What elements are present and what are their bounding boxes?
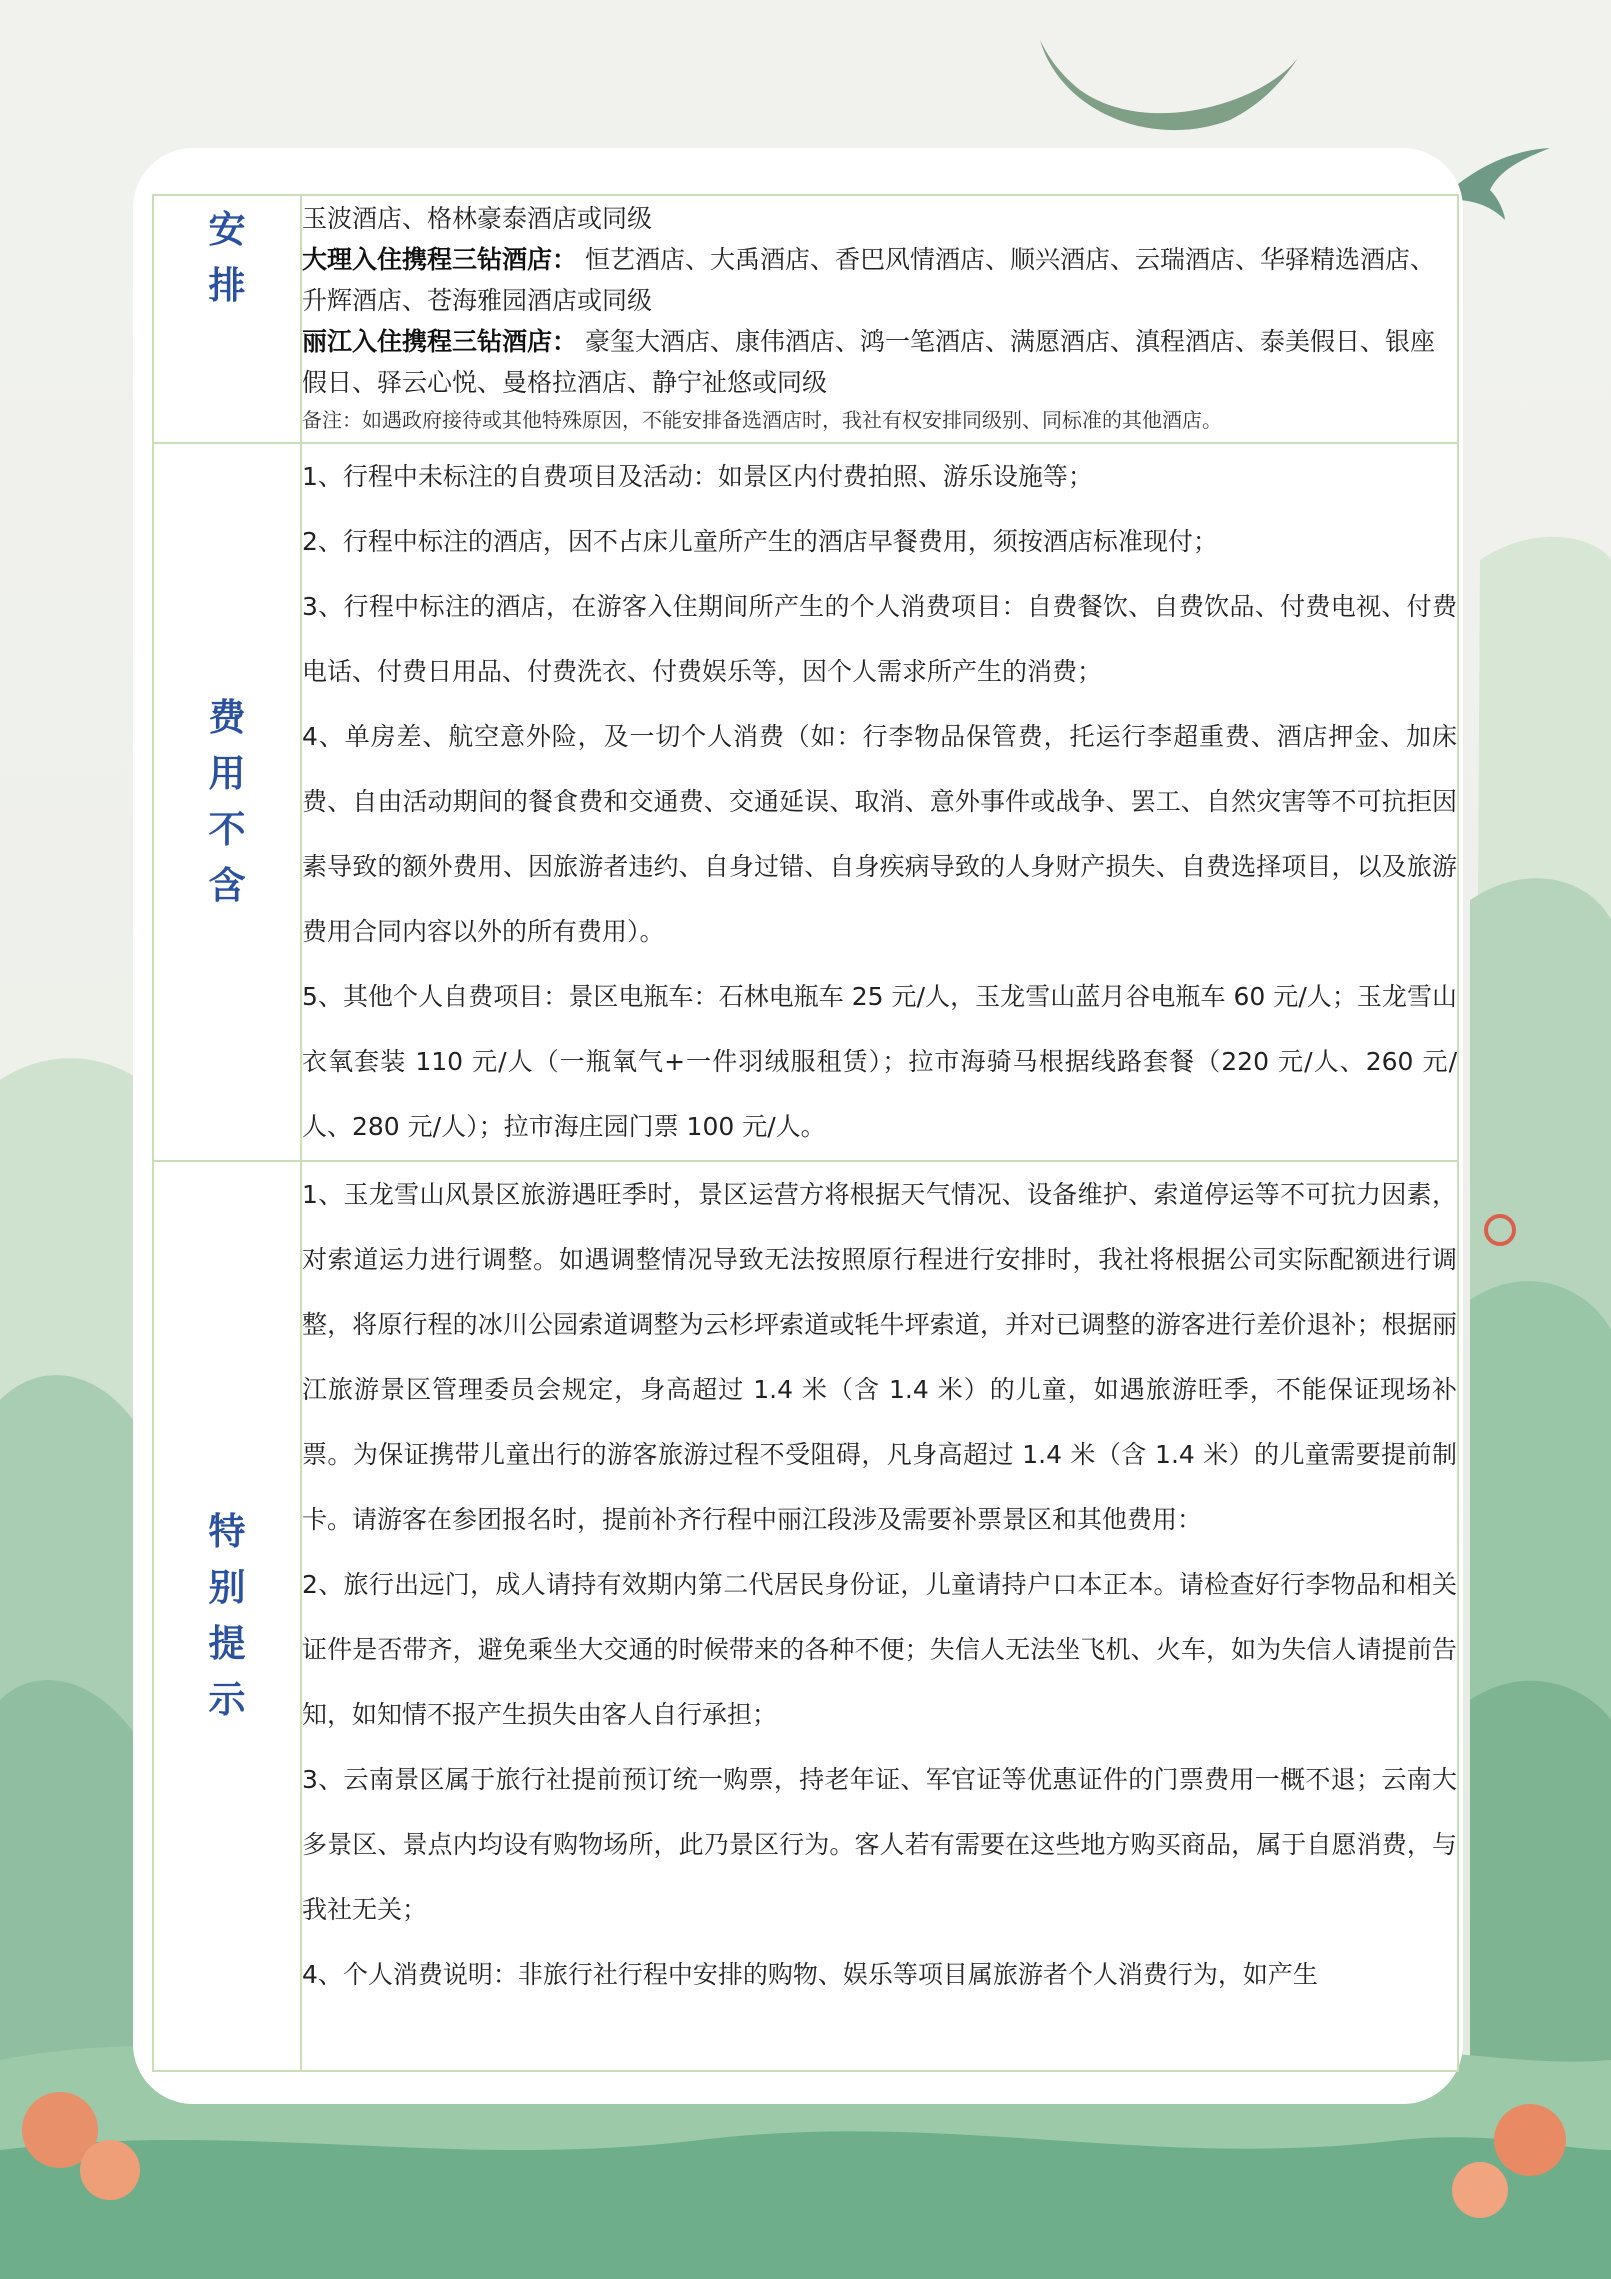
- exclusions-content-cell: [301, 443, 1458, 1161]
- notices-label: 特别提示: [208, 1510, 246, 1721]
- exclusions-row: [153, 443, 1458, 1161]
- notice-item: 1、玉龙雪山风景区旅游遇旺季时，景区运营方将根据天气情况、设备维护、索道停运等不可抗力因素，对索道运力进行调整。如遇调整情况导致无法按照原行程进行安排时，我社将根据公司实际配额进行调整，将原行程的冰川公园索道调整为云杉坪索道或牦牛坪索道，并对已调整的游客进行差价退补；根据丽江旅游景区管理委员会规定，身高超过 1.4 米（含 1.4 米）的儿童，如遇旅游旺季，不能保证现场补票。为保证携带儿童出行的游客旅游过程不受阻碍，凡身高超过 1.4 米（含 1.4 米）的儿童需要提前制卡。请游客在参团报名时，提前补齐行程中丽江段涉及需要补票景区和其他费用：: [302, 1180, 1457, 1534]
- dali-hotels-heading: 大理入住携程三钻酒店：: [302, 245, 578, 274]
- hotel-label: 安排: [208, 208, 246, 307]
- notice-item: 2、旅行出远门，成人请持有效期内第二代居民身份证，儿童请持户口本正本。请检查好行李物品和相关证件是否带齐，避免乘坐大交通的时候带来的各种不便；失信人无法坐飞机、火车，如为失信人请提前告知，如知情不报产生损失由客人自行承担；: [302, 1570, 1457, 1729]
- notices-content-cell: [301, 1161, 1458, 2071]
- itinerary-info-table: [152, 194, 1459, 2072]
- exclusion-item: 2、行程中标注的酒店，因不占床儿童所产生的酒店早餐费用，须按酒店标准现付；: [302, 527, 1218, 556]
- lijiang-hotels-list: 豪玺大酒店、康伟酒店、鸿一笔酒店、满愿酒店、滇程酒店、泰美假日、银座假日、驿云心悦、曼格拉酒店、静宁祉悠或同级: [302, 327, 1435, 397]
- hotel-row: [153, 195, 1458, 443]
- notice-item: 4、个人消费说明：非旅行社行程中安排的购物、娱乐等项目属旅游者个人消费行为，如产生: [302, 1960, 1318, 1989]
- notices-label-cell: [153, 1161, 301, 2071]
- lijiang-hotels-heading: 丽江入住携程三钻酒店：: [302, 327, 578, 356]
- exclusion-item: 5、其他个人自费项目：景区电瓶车：石林电瓶车 25 元/人，玉龙雪山蓝月谷电瓶车 60 元/人；玉龙雪山衣氧套装 110 元/人（一瓶氧气+一件羽绒服租赁）；拉市海骑马根据线路套餐（220 元/人、260 元/人、280 元/人）；拉市海庄园门票 100 元/人。: [302, 982, 1457, 1141]
- notice-item: 3、云南景区属于旅行社提前预订统一购票，持老年证、军官证等优惠证件的门票费用一概不退；云南大多景区、景点内均设有购物场所，此乃景区行为。客人若有需要在这些地方购买商品，属于自愿消费，与我社无关；: [302, 1765, 1457, 1924]
- exclusion-item: 4、单房差、航空意外险，及一切个人消费（如：行李物品保管费，托运行李超重费、酒店押金、加床费、自由活动期间的餐食费和交通费、交通延误、取消、意外事件或战争、罢工、自然灾害等不可抗拒因素导致的额外费用、因旅游者违约、自身过错、自身疾病导致的人身财产损失、自费选择项目，以及旅游费用合同内容以外的所有费用）。: [302, 722, 1457, 946]
- exclusions-label-cell: [153, 443, 301, 1161]
- exclusion-item: 3、行程中标注的酒店，在游客入住期间所产生的个人消费项目：自费餐饮、自费饮品、付费电视、付费电话、付费日用品、付费洗衣、付费娱乐等，因个人需求所产生的消费；: [302, 592, 1457, 686]
- hotel-line-1: 玉波酒店、格林豪泰酒店或同级: [302, 204, 653, 233]
- exclusion-item: 1、行程中未标注的自费项目及活动：如景区内付费拍照、游乐设施等；: [302, 462, 1093, 491]
- hotel-label-cell: [153, 195, 301, 443]
- exclusions-label: 费用不含: [208, 696, 246, 907]
- lijiang-hotels: [302, 321, 1457, 403]
- dali-hotels-list: 恒艺酒店、大禹酒店、香巴风情酒店、顺兴酒店、云瑞酒店、华驿精选酒店、升辉酒店、苍海雅园酒店或同级: [302, 245, 1435, 315]
- hotel-content-cell: [301, 195, 1458, 443]
- dali-hotels: [302, 239, 1457, 321]
- hotel-note: 备注：如遇政府接待或其他特殊原因，不能安排备选酒店时，我社有权安排同级别、同标准的其他酒店。: [302, 408, 1222, 432]
- notices-row: [153, 1161, 1458, 2071]
